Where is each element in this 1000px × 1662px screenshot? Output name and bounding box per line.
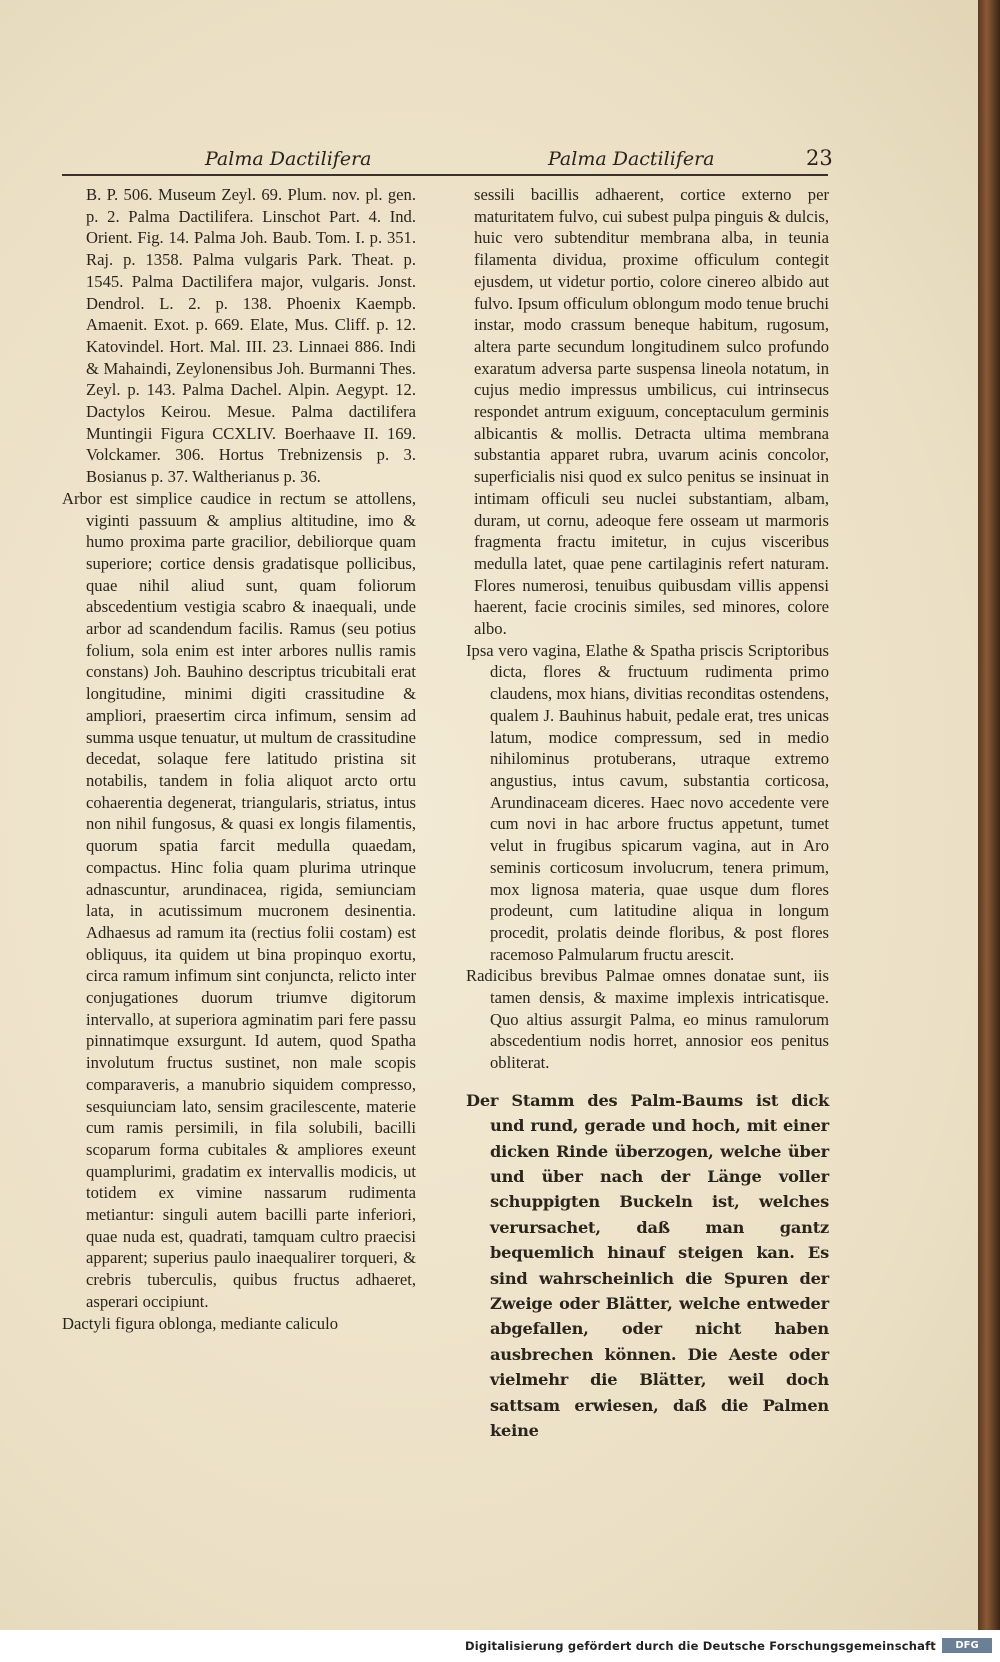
- dfg-logo-icon: DFG: [942, 1638, 992, 1653]
- radicibus-paragraph: Radicibus brevibus Palmae omnes donatae sunt, iis tamen densis, & maxime implexis intricatisque. Quo altius assurgit Palma, eo minus ramulorum abscedentium nodis horret, annosior eos penitus obliterat.: [466, 966, 829, 1073]
- running-head-left-title: Palma Dactilifera: [205, 148, 372, 170]
- footer-bar: [0, 1630, 1000, 1662]
- book-spine: [978, 0, 1000, 1662]
- page-number: 23: [806, 146, 833, 170]
- header-rule: [62, 174, 828, 176]
- german-paragraph: Der Stamm des Palm-Baums ist dick und rund, gerade und hoch, mit einer dicken Rinde überzogen, welche über und über nach der Länge voller schuppigten Buckeln ist, welches verursachet, daß man gantz bequemlich hinauf steigen kan. Es sind wahrscheinlich die Spuren der Zweige oder Blätter, welche entweder abgefallen, oder nicht haben ausbrechen können. Die Aeste oder vielmehr die Blätter, weil doch sattsam erwiesen, daß die Palmen keine: [466, 1090, 829, 1441]
- left-column: [62, 184, 416, 1334]
- continuation-paragraph: sessili bacillis adhaerent, cortice externo per maturitatem fulvo, cui subest pulpa pinguis & dulcis, huic vero subtenditur membrana alba, in teunia filamenta dividua, proxime officulum contegit ejusdem, ut videtur portio, colore cinereo albido aut fulvo. Ipsum officulum oblongum modo tenue bruchi instar, modo crassum beneque habitum, rugosum, altera parte secundum longitudinem sulco profundo exaratum adversa parte suspensa lineola notatum, in cujus medio impressus umbilicus, cui intrinsecus respondet antrum exiguum, conceptaculum germinis albicantis & mollis. Detracta ultima membrana substantia apparet rubra, uvarum acinis concolor, superficialis nisi quod ex sulco penitus se insinuat in intimam officuli seu nuclei substantiam, albam, duram, ut cornu, adeoque fere osseam ut marmoris fragmenta fractu imitetur, in cujus visceribus medulla latet, quae pene cartilaginis refert naturam. Flores numerosi, tenuibus quibusdam villis appensi haerent, facie crocinis similes, sed minores, colore albo.: [474, 185, 829, 639]
- footer-credit: Digitalisierung gefördert durch die Deutsche Forschungsgemeinschaft: [465, 1639, 936, 1653]
- right-column: [466, 184, 829, 1444]
- running-head: [0, 140, 978, 176]
- synonyms-paragraph: B. P. 506. Museum Zeyl. 69. Plum. nov. pl. gen. p. 2. Palma Dactilifera. Linschot Part. 4. Ind. Orient. Fig. 14. Palma Joh. Baub. Tom. I. p. 351. Raj. p. 1358. Palma vulgaris Park. Theat. p. 1545. Palma Dactilifera major, vulgaris. Jonst. Dendrol. L. 2. p. 138. Phoenix Kaempb. Amaenit. Exot. p. 669. Elate, Mus. Cliff. p. 12. Katovindel. Hort. Mal. III. 23. Linnaei 886. Indi & Mahaindi, Zeylonensibus Joh. Burmanni Thes. Zeyl. p. 143. Palma Dachel. Alpin. Aegypt. 12. Dactylos Keirou. Mesue. Palma dactilifera Muntingii Figura CCXLIV. Boerhaave II. 169. Volckamer. 306. Hortus Trebnizensis p. 3. Bosianus p. 37. Waltherianus p. 36.: [86, 185, 416, 487]
- dactyli-paragraph: Dactyli figura oblonga, mediante caliculo: [62, 1313, 339, 1333]
- running-head-right-title: Palma Dactilifera: [548, 148, 715, 170]
- vagina-paragraph: Ipsa vero vagina, Elathe & Spatha priscis Scriptoribus dicta, flores & fructuum rudimenta primo claudens, mox hians, divitias reconditas ostendens, qualem J. Bauhinus habuit, pedale erat, tres unicas latum, modice compressum, sed in medio nihilominus protuberans, utraque extremo angustius, intus cavum, substantia corticosa, Arundinaceam diceres. Haec novo accedente vere cum novi in hac arbore fructus appetunt, tumet velut in frugibus spicarum vagina, aut in Aro seminis corticosum involucrum, tenera primum, mox lignosa materia, quae usque dum flores prodeunt, cum latitudine aliqua in longum procedit, prolatis deinde floribus, & post flores racemoso Palmularum fructu arescit.: [466, 640, 829, 964]
- arbor-paragraph: Arbor est simplice caudice in rectum se attollens, viginti passuum & amplius altitudine, imo & humo proxima parte gracilior, debiliorque quam superiore; cortice densis gradatisque pollicibus, quae nihil aliud sunt, quam foliorum abscedentium vestigia scabro & inaequali, unde arbor ad scandendum facilis. Ramus (seu potius folium, sola enim est inter arbores nullis ramis constans) Joh. Bauhino descriptus tricubitali erat longitudine, minimi digiti crassitudine & ampliori, praesertim circa infimum, sensim ad summa usque tenuatur, ut multum de crassitudine decedat, solaque fere latitudo pristina sit notabilis, tandem in folia aliquot arcto ortu cohaerentia degenerat, triangularis, striatus, intus non nihil fungosus, & quasi ex longis filamentis, quorum spatia farcit medulla quaedam, compactus. Hinc folia quam plurima utrinque adnascuntur, arundinacea, rigida, semiunciam lata, in acutissimum mucronem desinentia. Adhaesus ad ramum ita (rectius folii costam) est obliquus, ita quidem ut bina propinquo exortu, circa ramum infimum sint conjuncta, relicto inter conjugationes duorum triumve digitorum intervallo, at superiora agminatim pari fere passu pinnatimque exsurgunt. Id autem, quod Spatha involutum fructus sustinet, non male scopis comparaveris, a manubrio siquidem compresso, sesquiunciam lato, sensim gracilescente, materie cum ramis persimili, in fila solubili, bacilli scoparum forma cubitales & ampliores exeunt quamplurimi, gradatim ex intervallis modicis, ut totidem ex vimine nassarum rudimenta metiantur: singuli autem bacilli parte inferiori, quae nuda est, quadrati, tamquam cultro praecisi apparent; superius paulo inaequalirer torqueri, & crebris tuberculis, quibus fructus adhaeret, asperari occipiunt.: [62, 488, 416, 1311]
